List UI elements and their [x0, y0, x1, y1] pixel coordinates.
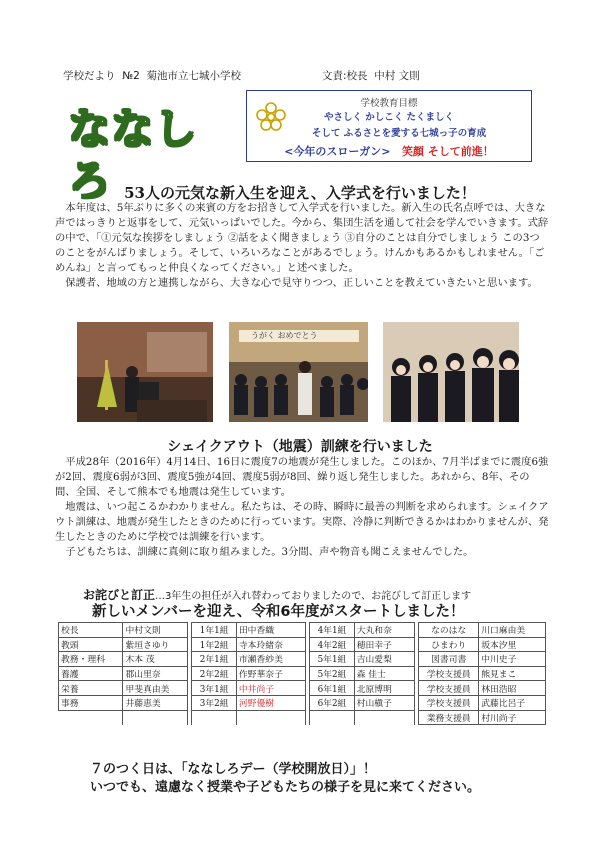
correction-text: …3年生の担任が入れ替わっておりましたので、お詫びして訂正します — [155, 591, 472, 602]
staff-cell: 2年2組 — [192, 666, 236, 681]
photo-new-students — [229, 322, 368, 422]
entrance-paragraph-2: 保護者、地域の方と連携しながら、大きな心で見守りつつ、正しいことを教えていきたいと思います。 — [65, 277, 538, 289]
staff-cell — [59, 710, 123, 725]
staff-cell: 学校支援員 — [419, 695, 479, 710]
entrance-ceremony-heading: 53人の元気な新入生を迎え、入学式を行いました！ — [124, 184, 476, 202]
entrance-ceremony-body — [55, 201, 549, 291]
slogan-text: 笑顔 そして前進！ — [401, 145, 494, 158]
staff-row — [59, 637, 546, 652]
header-newsletter: 学校だより №2 菊池市立七城小学校 — [63, 70, 241, 82]
staff-cell: 作野華奈子 — [236, 666, 305, 681]
photo-students-line — [383, 322, 519, 422]
staff-cell: 武藤比呂子 — [479, 695, 546, 710]
staff-cell: 紫垣さゆり — [123, 637, 187, 652]
staff-cell: 坂本汐里 — [479, 637, 546, 652]
staff-cell: 3年1組 — [192, 681, 236, 696]
staff-cell: 4年2組 — [310, 637, 354, 652]
staff-cell — [192, 710, 236, 725]
school-name: 菊池市立七城小学校 — [146, 70, 241, 82]
staff-cell: なのはな — [419, 623, 479, 638]
photo-banner-text: うがく おめでとう — [251, 331, 318, 340]
staff-cell: 校長 — [59, 623, 123, 638]
staff-cell: 教務・理科 — [59, 652, 123, 667]
correction-label: お詫びと訂正 — [83, 588, 156, 602]
staff-cell: 林田浩昭 — [479, 681, 546, 696]
staff-cell: 中井尚子 — [236, 681, 305, 696]
staff-cell: 1年1組 — [192, 623, 236, 638]
staff-row — [59, 666, 546, 681]
visit-invitation: いつでも、遠慮なく授業や子どもたちの様子を見に来てください。 — [90, 780, 481, 795]
staff-cell — [123, 710, 187, 725]
goals-title: 学校教育目標 — [360, 98, 418, 109]
staff-cell — [310, 710, 354, 725]
staff-cell — [236, 710, 305, 725]
issue-number: №2 — [122, 70, 140, 82]
staff-row — [59, 681, 546, 696]
header-author: 文責:校長 中村 文則 — [322, 70, 420, 82]
staff-row — [59, 710, 546, 725]
staff-cell: 田中香織 — [236, 623, 305, 638]
staff-cell: ひまわり — [419, 637, 479, 652]
staff-cell: 木本 茂 — [123, 652, 187, 667]
staff-cell: 河野優樹 — [236, 695, 305, 710]
staff-cell: 村山槇子 — [354, 695, 414, 710]
staff-cell: 甲斐真由美 — [123, 681, 187, 696]
shakeout-drill-body — [55, 455, 549, 560]
shakeout-paragraph-3: 子どもたちは、訓練に真剣に取り組みました。3分間、声や物音も聞こえませんでした。 — [65, 546, 474, 558]
nanashiro-day-notice: ７のつく日は、「ななしろデー（学校開放日）」！ — [90, 762, 377, 777]
staff-row — [59, 652, 546, 667]
staff-cell: 北原博明 — [354, 681, 414, 696]
staff-cell: 養護 — [59, 666, 123, 681]
staff-cell: 3年2組 — [192, 695, 236, 710]
staff-cell: 5年1組 — [310, 652, 354, 667]
staff-cell: 事務 — [59, 695, 123, 710]
staff-table — [58, 622, 546, 725]
new-members-heading: 新しいメンバーを迎え、令和6年度がスタートしました！ — [92, 604, 465, 620]
staff-cell: 1年2組 — [192, 637, 236, 652]
staff-cell: 2年1組 — [192, 652, 236, 667]
staff-row — [59, 695, 546, 710]
staff-cell: 中村文則 — [123, 623, 187, 638]
staff-cell: 村川尚子 — [479, 710, 546, 725]
staff-cell: 吉山愛梨 — [354, 652, 414, 667]
staff-cell: 郡山里奈 — [123, 666, 187, 681]
staff-cell: 川口麻由美 — [479, 623, 546, 638]
goals-line1: やさしく かしこく たくましく — [323, 112, 455, 123]
staff-cell: 教頭 — [59, 637, 123, 652]
staff-cell: 井藤恵美 — [123, 695, 187, 710]
school-goals-box — [246, 90, 532, 162]
shakeout-paragraph-1: 平成28年（2016年）4月14日、16日に震度7の地震が発生しました。このほか、7月半ばまでに震度6強が2回、震度6弱が3回、震度5強が4回、震度5弱が8回、繰り返し発生しました。あれから、8年、その間、全国、そして熊本でも地震は発生しています。 — [55, 456, 549, 498]
staff-cell: 学校支援員 — [419, 681, 479, 696]
staff-cell: 4年1組 — [310, 623, 354, 638]
slogan-label: <今年のスローガン> — [284, 145, 391, 158]
goals-line2: そして ふるさとを愛する七城っ子の育成 — [311, 128, 487, 139]
staff-cell: 寺本玲緒奈 — [236, 637, 305, 652]
shakeout-drill-heading: シェイクアウト（地震）訓練を行いました — [167, 439, 433, 455]
staff-cell: 業務支援員 — [419, 710, 479, 725]
staff-cell: 栄養 — [59, 681, 123, 696]
staff-cell: 熊見まこ — [479, 666, 546, 681]
staff-cell: 中川史子 — [479, 652, 546, 667]
slogan-row — [247, 143, 531, 159]
staff-cell: 6年1組 — [310, 681, 354, 696]
newsletter-logo: ななしろ — [68, 104, 198, 205]
staff-cell: 学校支援員 — [419, 666, 479, 681]
shakeout-paragraph-2: 地震は、いつ起こるかわかりません。私たちは、その時、瞬時に最善の判断を求められます。シェイクアウト訓練は、地震が発生したときのために行っています。実際、冷静に判断できるかはわかりませんが、発生したときのために学校では訓練を行います。 — [55, 501, 549, 543]
staff-cell: 6年2組 — [310, 695, 354, 710]
staff-cell: 市瀬香紗美 — [236, 652, 305, 667]
photo-principal-speech — [77, 322, 213, 422]
staff-cell: 大丸和奈 — [354, 623, 414, 638]
staff-cell: 図書司書 — [419, 652, 479, 667]
staff-row — [59, 623, 546, 638]
staff-cell: 森 佳士 — [354, 666, 414, 681]
entrance-paragraph-1: 本年度は、5年ぶりに多くの来賓の方をお招きして入学式を行いました。新入生の氏名点呼では、大きな声ではっきりと返事をして、元気いっぱいでした。今から、集団生活を通して社会を学んでいきます。式辞の中で、「①元気な挨拶をしましょう ②話をよく聞きましょう ③自分のことは自分でしましょう この3つのことをがんばりましょう。そして、いろいろなことがあるでしょう。けんかもあるかもしれません。「ごめんね」と言ってもっと仲良くなってください。」と述べました。 — [55, 202, 549, 274]
staff-cell — [354, 710, 414, 725]
staff-cell: 5年2組 — [310, 666, 354, 681]
staff-cell: 穂田幸子 — [354, 637, 414, 652]
